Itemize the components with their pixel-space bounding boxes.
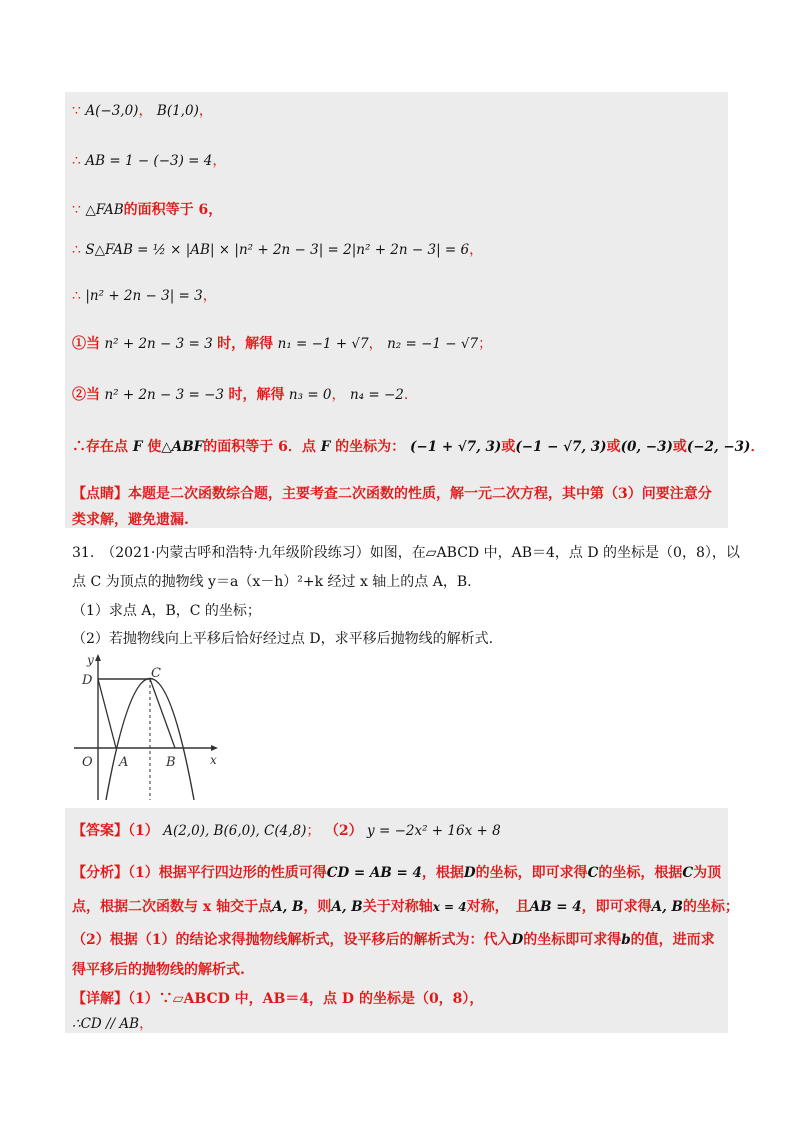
label-x: x — [210, 753, 217, 767]
detail-tag: 【详解】 — [72, 991, 128, 1007]
analysis-math: x = 4 — [432, 900, 467, 914]
analysis-line-2 — [72, 896, 739, 916]
analysis-text: 的值，进而求 — [630, 932, 715, 948]
analysis-text: ，则 — [303, 899, 332, 915]
segment-da — [98, 679, 116, 748]
detail-line-1 — [72, 988, 483, 1008]
line-end: ， — [202, 288, 217, 304]
line-comment-2 — [72, 509, 189, 529]
line-ab-length — [72, 150, 226, 170]
point-f: F — [132, 439, 143, 455]
analysis-math: b — [621, 932, 631, 948]
line-area-given — [72, 199, 222, 219]
conclusion-text-2: 使 — [147, 439, 162, 455]
analysis-text: 为顶 — [693, 865, 722, 881]
separator: ， — [331, 387, 346, 403]
label-a: A — [119, 755, 129, 770]
coord-4: (−2, −3) — [686, 439, 751, 455]
line-abs-equation — [72, 285, 217, 305]
line-end: ， — [198, 103, 213, 119]
separator: ， — [138, 103, 153, 119]
answer-line — [72, 820, 501, 840]
line-given-points — [72, 100, 213, 120]
separator: ； — [306, 823, 321, 839]
or-text: 或 — [672, 439, 687, 455]
question-line-4: （2）若抛物线向上平移后恰好经过点 D，求平移后抛物线的解析式. — [72, 631, 494, 647]
conclusion-text-1: ∴存在点 — [72, 439, 128, 455]
coord-3: (0, −3) — [620, 439, 673, 455]
answer-tag: 【答案】 — [72, 823, 128, 839]
therefore-symbol: ∴ — [72, 242, 81, 258]
line-end: ， — [139, 1016, 154, 1032]
therefore-symbol: ∴ — [72, 288, 81, 304]
analysis-text: 的坐标，根据 — [598, 865, 683, 881]
part-one-label: （1） — [128, 823, 159, 839]
point-a: A(−3,0) — [85, 103, 139, 119]
question-line-3: （1）求点 A，B，C 的坐标； — [72, 603, 261, 619]
therefore-symbol: ∴ — [72, 153, 81, 169]
case-one-equation: n² + 2n − 3 = 3 — [104, 336, 213, 352]
question-line-2: 点 C 为顶点的抛物线 y＝a（x－h）²+k 经过 x 轴上的点 A，B. — [72, 574, 472, 590]
point-f: F — [320, 439, 331, 455]
point-b: B(1,0) — [156, 103, 199, 119]
line-end: ； — [478, 336, 493, 352]
analysis-text: （1）根据平行四边形的性质可得 — [128, 865, 327, 881]
analysis-line-3 — [72, 929, 715, 949]
label-c: C — [151, 666, 161, 681]
parallel-statement: CD // AB — [80, 1016, 140, 1032]
analysis-math: AB = 4 — [529, 899, 582, 915]
case-one-label: ①当 — [72, 336, 100, 352]
therefore-symbol: ∴ — [72, 1016, 81, 1032]
root-n3: n₃ = 0 — [288, 387, 332, 403]
detail-line-2 — [72, 1013, 153, 1033]
analysis-math: C — [587, 865, 599, 881]
area-text: 的面积等于 6， — [123, 202, 223, 218]
detail-text: （1）∵▱ABCD 中，AB＝4，点 D 的坐标是（0，8）， — [128, 991, 484, 1007]
analysis-text: 的坐标； — [682, 899, 739, 915]
y-axis-arrow-icon — [95, 654, 101, 661]
x-axis-arrow-icon — [211, 745, 218, 751]
or-text: 或 — [501, 439, 516, 455]
analysis-math: A, B — [651, 899, 683, 915]
part-two-label: （2） — [324, 823, 363, 839]
triangle-abf: △ABF — [161, 439, 204, 455]
root-n1: n₁ = −1 + √7 — [277, 336, 369, 352]
line-end: ， — [469, 242, 484, 258]
question-line-1: 31. （2021·内蒙古呼和浩特·九年级阶段练习）如图，在▱ABCD 中，AB＝4，点 D 的坐标是（0，8），以 — [72, 545, 740, 561]
answer-points: A(2,0), B(6,0), C(4,8) — [163, 823, 307, 839]
case-two-equation: n² + 2n − 3 = −3 — [104, 387, 225, 403]
analysis-math: D — [463, 865, 476, 881]
analysis-tag: 【分析】 — [72, 865, 128, 881]
analysis-math: D — [511, 932, 524, 948]
label-d: D — [82, 673, 93, 688]
line-area-formula — [72, 239, 483, 259]
or-text: 或 — [606, 439, 621, 455]
label-b: B — [166, 755, 176, 770]
analysis-text: 的坐标，即可求得 — [475, 865, 588, 881]
analysis-text: 得平移后的抛物线的解析式. — [72, 962, 245, 978]
abs-equation: |n² + 2n − 3| = 3 — [85, 288, 203, 304]
coord-1: (−1 + √7, 3) — [410, 439, 502, 455]
parabola-figure — [70, 652, 220, 802]
area-formula: S△FAB = ½ × |AB| × |n² + 2n − 3| = 2|n² + 2n − 3| = 6 — [85, 242, 470, 258]
line-end: ． — [750, 439, 765, 455]
comment-text: 本题是二次函数综合题，主要考查二次函数的性质，解一元二次方程，其中第（3）问要注意分 — [128, 486, 712, 502]
root-n2: n₂ = −1 − √7 — [387, 336, 479, 352]
analysis-text: ，即可求得 — [581, 899, 652, 915]
comment-text: 类求解，避免遗漏. — [72, 512, 189, 528]
because-symbol: ∵ — [72, 202, 81, 218]
analysis-math: C — [682, 865, 694, 881]
coord-2: (−1 − √7, 3) — [515, 439, 607, 455]
solve-text: 时，解得 — [217, 336, 274, 352]
analysis-text: （2）根据（1）的结论求得抛物线解析式，设平移后的解析式为：代入 — [72, 932, 512, 948]
label-o: O — [82, 755, 93, 770]
conclusion-text-4: 的坐标为： — [335, 439, 406, 455]
analysis-text: 点，根据二次函数与 x 轴交于点 — [72, 899, 273, 915]
solve-text: 时，解得 — [228, 387, 285, 403]
analysis-text: 关于对称轴 — [362, 899, 433, 915]
analysis-line-4 — [72, 959, 245, 979]
analysis-text: ，根据 — [421, 865, 464, 881]
triangle-fab: △FAB — [85, 202, 124, 218]
case-two-label: ②当 — [72, 387, 100, 403]
line-conclusion — [72, 436, 764, 456]
line-case-one — [72, 333, 492, 353]
analysis-line-1 — [72, 862, 721, 882]
line-end: ． — [403, 387, 418, 403]
line-comment-1 — [72, 483, 712, 503]
root-n4: n₄ = −2 — [349, 387, 404, 403]
analysis-text: 的坐标即可求得 — [523, 932, 622, 948]
analysis-math: A, B — [331, 899, 363, 915]
label-y: y — [87, 653, 94, 667]
answer-equation: y = −2x² + 16x + 8 — [367, 823, 501, 839]
ab-equation: AB = 1 − (−3) = 4 — [85, 153, 213, 169]
conclusion-text-3: 的面积等于 6．点 — [203, 439, 316, 455]
line-end: ， — [212, 153, 227, 169]
analysis-text: 对称， 且 — [466, 899, 530, 915]
analysis-math: CD = AB = 4 — [326, 865, 422, 881]
comment-tag: 【点睛】 — [72, 486, 128, 502]
analysis-math: A, B — [272, 899, 304, 915]
line-case-two — [72, 384, 418, 404]
because-symbol: ∵ — [72, 103, 81, 119]
separator: ， — [368, 336, 383, 352]
